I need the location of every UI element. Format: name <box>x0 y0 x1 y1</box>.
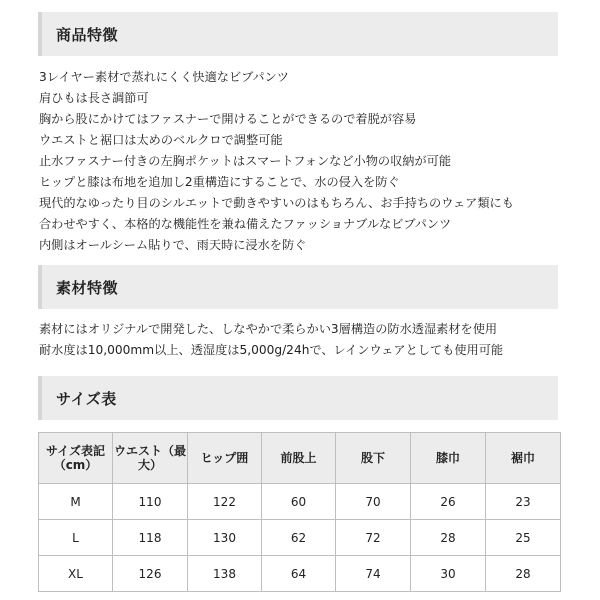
features-line: 肩ひもは長さ調節可 <box>39 91 149 105</box>
features-line: 現代的なゆったり目のシルエットで動きやすいのはもちろん、お手持ちのウェア類にも <box>39 196 514 210</box>
features-line: 内側はオールシーム貼りで、雨天時に浸水を防ぐ <box>39 238 307 252</box>
table-cell: 23 <box>486 484 561 520</box>
table-cell: L <box>39 520 113 556</box>
features-line: 胸から股にかけてはファスナーで開けることができるので着脱が容易 <box>39 112 417 126</box>
table-cell: 25 <box>486 520 561 556</box>
table-cell: 138 <box>188 556 262 592</box>
features-line: ヒップと膝は布地を追加し2重構造にすることで、水の侵入を防ぐ <box>39 175 400 189</box>
header-front-rise: 前股上 <box>262 433 336 484</box>
table-cell: 118 <box>113 520 188 556</box>
table-cell: 110 <box>113 484 188 520</box>
table-cell: 126 <box>113 556 188 592</box>
header-hip: ヒップ囲 <box>188 433 262 484</box>
table-cell: 28 <box>411 520 486 556</box>
material-list <box>39 319 569 361</box>
size-table-header-row <box>39 433 561 484</box>
features-line: 合わせやすく、本格的な機能性を兼ね備えたファッショナブルなビブパンツ <box>39 217 452 231</box>
header-hem-width: 裾巾 <box>486 433 561 484</box>
header-knee-width: 膝巾 <box>411 433 486 484</box>
table-cell: 72 <box>336 520 411 556</box>
table-row <box>39 520 561 556</box>
features-line: 3レイヤー素材で蒸れにくく快適なビブパンツ <box>39 70 289 84</box>
table-cell: 122 <box>188 484 262 520</box>
table-cell: 130 <box>188 520 262 556</box>
features-list <box>39 67 569 256</box>
table-cell: M <box>39 484 113 520</box>
table-row <box>39 484 561 520</box>
features-line: 止水ファスナー付きの左胸ポケットはスマートフォンなど小物の収納が可能 <box>39 154 452 168</box>
table-cell: 74 <box>336 556 411 592</box>
header-inseam: 股下 <box>336 433 411 484</box>
table-cell: 62 <box>262 520 336 556</box>
material-section-header <box>38 265 558 309</box>
table-cell: 26 <box>411 484 486 520</box>
header-size-label: サイズ表記（cm） <box>39 433 113 484</box>
size-table <box>38 432 561 592</box>
table-cell: 30 <box>411 556 486 592</box>
table-cell: 60 <box>262 484 336 520</box>
table-cell: 28 <box>486 556 561 592</box>
size-title: サイズ表 <box>56 390 117 408</box>
features-title: 商品特徴 <box>56 26 119 44</box>
material-line: 素材にはオリジナルで開発した、しなやかで柔らかい3層構造の防水透湿素材を使用 <box>39 322 498 336</box>
material-line: 耐水度は10,000mm以上、透湿度は5,000g/24hで、レインウェアとしても使用可能 <box>39 343 504 357</box>
size-section-header <box>38 376 558 420</box>
material-title: 素材特徴 <box>56 279 119 297</box>
features-line: ウエストと裾口は太めのベルクロで調整可能 <box>39 133 283 147</box>
features-section-header <box>38 12 558 56</box>
header-waist: ウエスト（最大） <box>113 433 188 484</box>
table-row <box>39 556 561 592</box>
table-cell: 70 <box>336 484 411 520</box>
table-cell: 64 <box>262 556 336 592</box>
table-cell: XL <box>39 556 113 592</box>
